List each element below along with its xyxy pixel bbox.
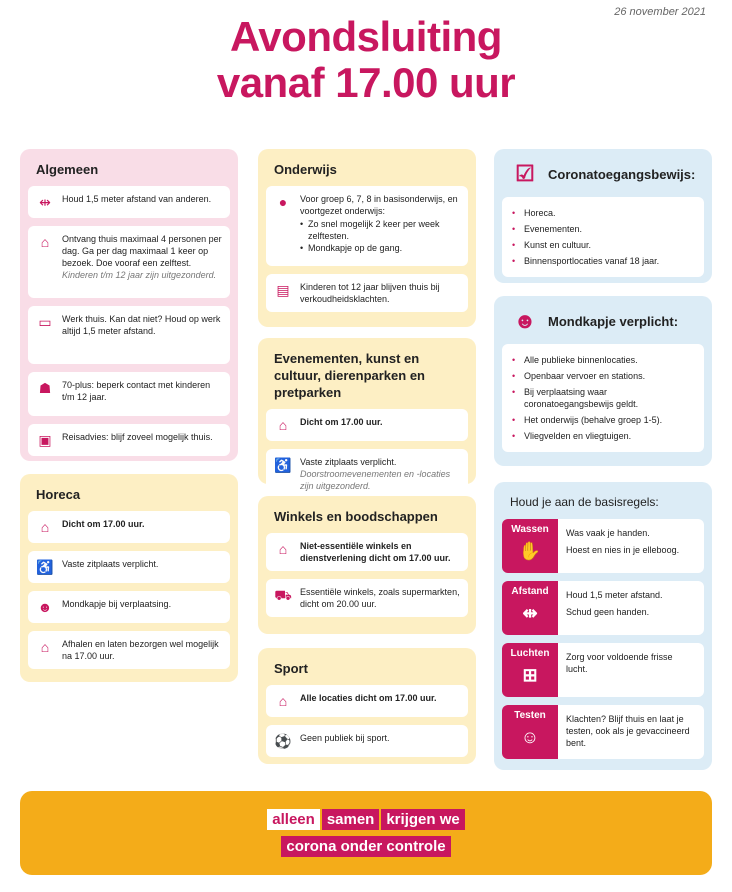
- panel-heading: Evenementen, kunst en cultuur, dierenparken en pretparken: [274, 351, 425, 400]
- mask-person-icon: ☻: [37, 599, 53, 615]
- soccer-player-icon: ⚽: [274, 733, 292, 749]
- panel-ctb: [494, 149, 712, 283]
- rule-tag: [502, 519, 558, 573]
- group-people-icon: ☗: [38, 380, 52, 396]
- panel-heading: Onderwijs: [274, 162, 337, 177]
- rule-text: [558, 581, 671, 635]
- card-main-text: Ontvang thuis maximaal 4 personen per dag. Ga per dag maximaal 1 keer op bezoek. Doe vooraf een zelftest.: [62, 234, 222, 268]
- rule-line: Was vaak je handen.: [566, 528, 650, 538]
- rule-tag: [502, 705, 558, 759]
- mask-person-icon: ☻: [513, 308, 537, 333]
- house-icon: ⌂: [40, 234, 50, 250]
- lock-house-icon: ⌂: [40, 519, 50, 535]
- card-text: Werk thuis. Kan dat niet? Houd op werk altijd 1,5 meter afstand.: [62, 314, 221, 336]
- card-main-text: Voor groep 6, 7, 8 in basisonderwijs, en voortgezet onderwijs:: [300, 194, 458, 216]
- rule-text: [558, 643, 704, 697]
- card-text: Houd 1,5 meter afstand van anderen.: [62, 194, 212, 204]
- card-horeca-dicht: [28, 511, 230, 543]
- title-line-2: vanaf 17.00 uur: [216, 59, 516, 106]
- panel-evenementen: [258, 338, 476, 491]
- card-mondkapje: [28, 591, 230, 623]
- panel-heading: Coronatoegangsbewijs:: [548, 166, 696, 182]
- rule-afstand: [502, 581, 704, 635]
- lock-house-icon: ⌂: [278, 541, 288, 557]
- list-item: • Binnensportlocaties vanaf 18 jaar.: [512, 255, 694, 267]
- slogan-line-1: [20, 809, 712, 830]
- card-reisadvies: [28, 424, 230, 456]
- list-item: • Openbaar vervoer en stations.: [512, 370, 694, 382]
- card-text: [62, 233, 222, 281]
- distance-people-icon: ⇹: [522, 603, 538, 623]
- slogan-line-2: [20, 836, 712, 857]
- panel-mondkapje: [494, 296, 712, 466]
- slogan-banner: [20, 791, 712, 875]
- card-bezoek: [28, 226, 230, 298]
- rule-tag-label: Wassen: [511, 524, 549, 535]
- date-label: 26 november 2021: [614, 6, 706, 18]
- card-note: Doorstroomevenementen en -locaties zijn uitgezonderd.: [300, 469, 451, 491]
- card-onderwijs-groep: [266, 186, 468, 266]
- blackboard-icon: ▤: [276, 282, 290, 298]
- ctb-list: [502, 197, 704, 277]
- list-item: • Vliegvelden en vliegtuigen.: [512, 430, 694, 442]
- page-title: [0, 14, 732, 106]
- card-text: Reisadvies: blijf zoveel mogelijk thuis.: [62, 432, 213, 442]
- card-note: Kinderen t/m 12 jaar zijn uitgezonderd.: [62, 270, 217, 280]
- panel-heading: Horeca: [36, 487, 81, 502]
- sub-list: [300, 218, 460, 254]
- slogan-word: samen: [322, 809, 380, 830]
- list-item: • Mondkapje op de gang.: [300, 242, 460, 254]
- card-text: Alle locaties dicht om 17.00 uur.: [300, 693, 437, 703]
- panel-heading: Winkels en boodschappen: [274, 509, 438, 524]
- checklist-phone-icon: ☑: [515, 161, 535, 186]
- panel-heading-row: [502, 149, 704, 197]
- rule-text: [558, 519, 687, 573]
- card-winkels-dicht: [266, 533, 468, 571]
- card-text: Essentiële winkels, zoals supermarkten, dicht om 20.00 uur.: [300, 587, 460, 609]
- apple-icon: ●: [278, 194, 288, 210]
- laptop-icon: ▭: [38, 314, 52, 330]
- rule-line: Zorg voor voldoende frisse lucht.: [566, 652, 673, 674]
- hand-wash-icon: ✋: [518, 541, 542, 561]
- slogan-word: krijgen we: [381, 809, 464, 830]
- card-main-text: Vaste zitplaats verplicht.: [300, 457, 397, 467]
- panel-basisregels: [494, 482, 712, 770]
- list-item: • Evenementen.: [512, 223, 694, 235]
- seat-icon: ♿: [36, 559, 54, 575]
- list-item: • Het onderwijs (behalve groep 1-5).: [512, 414, 694, 426]
- slogan-word: alleen: [267, 809, 320, 830]
- panel-heading-row: [502, 296, 704, 344]
- rule-line: Schud geen handen.: [566, 607, 650, 617]
- rule-line: Hoest en nies in je elleboog.: [566, 545, 680, 555]
- lock-house-icon: ⌂: [278, 417, 288, 433]
- window-air-icon: ⊞: [522, 665, 538, 685]
- panel-onderwijs: [258, 149, 476, 327]
- card-text: Kinderen tot 12 jaar blijven thuis bij verkoudheidsklachten.: [300, 282, 440, 304]
- card-werk: [28, 306, 230, 364]
- panel-heading: Sport: [274, 661, 308, 676]
- slogan-word: corona onder controle: [281, 836, 450, 857]
- panel-heading: Houd je aan de basisregels:: [510, 495, 659, 509]
- distance-people-icon: ⇹: [39, 194, 51, 210]
- card-evenementen-dicht: [266, 409, 468, 441]
- card-essentieel: [266, 579, 468, 617]
- panel-horeca: [20, 474, 238, 682]
- card-text: Geen publiek bij sport.: [300, 733, 390, 743]
- rule-tag-label: Afstand: [511, 586, 549, 597]
- card-text: [300, 193, 460, 254]
- list-item: • Kunst en cultuur.: [512, 239, 694, 251]
- card-evenementen-zitplaats: [266, 449, 468, 499]
- list-item: • Alle publieke binnenlocaties.: [512, 354, 694, 366]
- lock-house-icon: ⌂: [278, 693, 288, 709]
- test-swab-icon: ☺: [520, 727, 540, 747]
- rule-luchten: [502, 643, 704, 697]
- rule-line: Houd 1,5 meter afstand.: [566, 590, 663, 600]
- rule-text: [558, 705, 704, 759]
- card-text: Dicht om 17.00 uur.: [300, 417, 383, 427]
- list-item: • Zo snel mogelijk 2 keer per week zelftesten.: [300, 218, 460, 242]
- seat-icon: ♿: [274, 457, 292, 473]
- card-zitplaats: [28, 551, 230, 583]
- rule-tag-label: Luchten: [510, 648, 550, 659]
- card-afhalen: [28, 631, 230, 669]
- panel-winkels: [258, 496, 476, 634]
- card-text: Niet-essentiële winkels en dienstverlening dicht om 17.00 uur.: [300, 541, 451, 563]
- rule-tag: [502, 581, 558, 635]
- panel-heading: Algemeen: [36, 162, 99, 177]
- rule-tag-label: Testen: [514, 710, 546, 721]
- title-line-1: Avondsluiting: [230, 13, 502, 60]
- shopping-cart-icon: ⛟: [274, 587, 292, 603]
- list-item: • Bij verplaatsing waar coronatoegangsbewijs geldt.: [512, 386, 694, 410]
- panel-heading: Mondkapje verplicht:: [548, 313, 679, 329]
- takeaway-icon: ⌂: [40, 639, 50, 655]
- rule-tag: [502, 643, 558, 697]
- card-afstand: [28, 186, 230, 218]
- card-geen-publiek: [266, 725, 468, 757]
- card-sport-dicht: [266, 685, 468, 717]
- panel-algemeen: [20, 149, 238, 461]
- rule-line: Klachten? Blijf thuis en laat je testen, ook als je gevaccineerd bent.: [566, 714, 690, 748]
- card-text: Mondkapje bij verplaatsing.: [62, 599, 172, 609]
- list-item: • Horeca.: [512, 207, 694, 219]
- rule-wassen: [502, 519, 704, 573]
- card-text: 70-plus: beperk contact met kinderen t/m 12 jaar.: [62, 380, 211, 402]
- mondkapje-list: [502, 344, 704, 452]
- card-text: Afhalen en laten bezorgen wel mogelijk na 17.00 uur.: [62, 639, 219, 661]
- card-70plus: [28, 372, 230, 416]
- rule-testen: [502, 705, 704, 759]
- card-text: [300, 456, 460, 492]
- card-text: Dicht om 17.00 uur.: [62, 519, 145, 529]
- card-kinderen: [266, 274, 468, 312]
- card-text: Vaste zitplaats verplicht.: [62, 559, 159, 569]
- train-icon: ▣: [38, 432, 52, 448]
- panel-sport: [258, 648, 476, 764]
